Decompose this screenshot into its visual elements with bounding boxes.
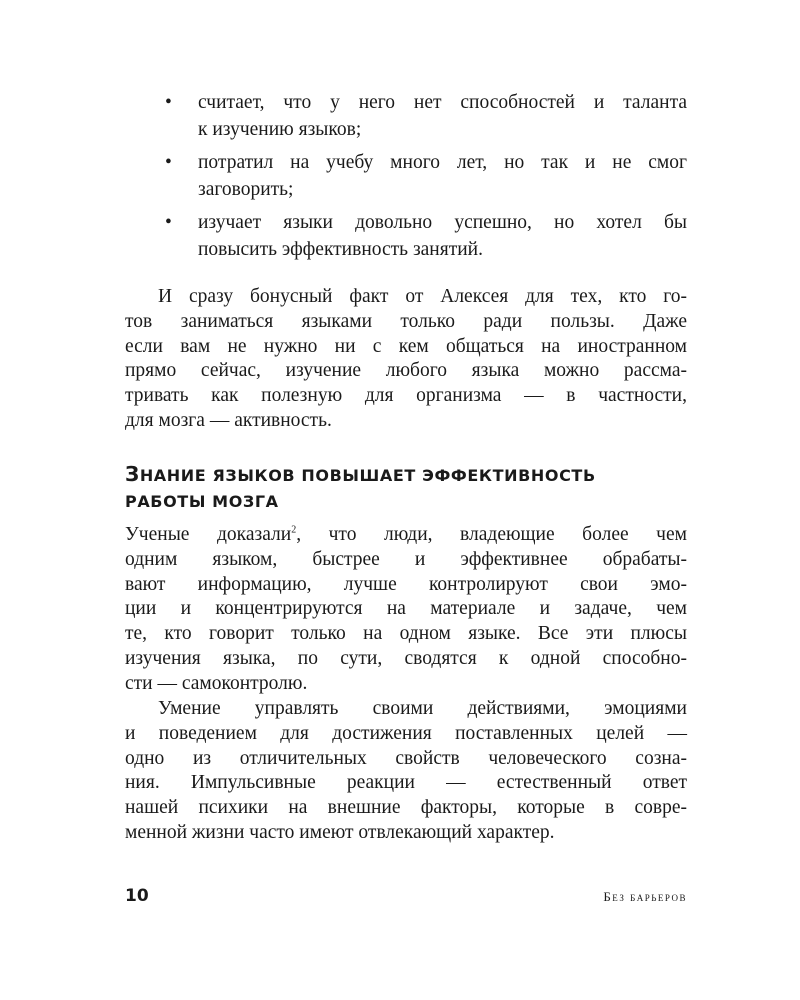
paragraph-self-control	[125, 697, 687, 846]
paragraph-line: одно из отличительных свойств человеческого созна-	[125, 747, 687, 769]
paragraph-line: и поведением для достижения поставленных целей —	[125, 722, 687, 744]
paragraph-line: для мозга — активность.	[125, 409, 332, 431]
text: Ученые доказали	[125, 524, 292, 545]
paragraph-line	[125, 523, 687, 548]
paragraph-line: сти — самоконтролю.	[125, 672, 308, 694]
bullet-item	[125, 90, 687, 143]
bullet-item	[125, 150, 687, 203]
paragraph-line: прямо сейчас, изучение любого языка можно рассма-	[125, 360, 687, 382]
paragraph-bonus-fact	[125, 285, 687, 434]
heading-line-2: РАБОТЫ МОЗГА	[125, 492, 279, 511]
text: , что люди, владеющие более чем	[296, 524, 687, 545]
paragraph-line: менной жизни часто имеют отвлекающий характер.	[125, 821, 555, 843]
paragraph-line: те, кто говорит только на одном языке. Все эти плюсы	[125, 623, 687, 645]
bullet-icon: •	[165, 152, 172, 173]
heading-text: НАНИЕ ЯЗЫКОВ ПОВЫШАЕТ ЭФФЕКТИВНОСТЬ	[139, 466, 596, 485]
paragraph-line: ния. Импульсивные реакции — естественный ответ	[125, 772, 687, 794]
heading-line-1	[125, 461, 687, 489]
paragraph-line: нашей психики на внешние факторы, которые в совре-	[125, 797, 687, 819]
paragraph-line: вают информацию, лучше контролируют свои эмо-	[125, 573, 687, 595]
bullet-item	[125, 210, 687, 263]
bullet-line: изучает языки довольно успешно, но хотел бы	[198, 212, 687, 233]
paragraph-line: одним языком, быстрее и эффективнее обрабаты-	[125, 548, 687, 570]
footnote-ref[interactable]: 2	[291, 524, 297, 536]
paragraph-line: И сразу бонусный факт от Алексея для тех, кто го-	[158, 286, 687, 307]
bullet-icon: •	[165, 92, 172, 113]
paragraph-line: изучения языка, по сути, сводятся к одной способно-	[125, 647, 687, 669]
paragraph-line: Умение управлять своими действиями, эмоциями	[158, 698, 687, 719]
bullet-text	[198, 210, 687, 263]
bullet-text	[198, 150, 687, 203]
page-number: 10	[125, 886, 149, 906]
paragraph-line: тов заниматься языками только ради пользы. Даже	[125, 310, 687, 332]
paragraph-line: тривать как полезную для организма — в частности,	[125, 385, 687, 407]
paragraph-line: ции и концентрируются на материале и задаче, чем	[125, 598, 687, 620]
bullet-line: к изучению языков;	[198, 118, 362, 140]
bullet-line: заговорить;	[198, 178, 294, 200]
bullet-line: повысить эффективность занятий.	[198, 238, 483, 260]
section-heading	[125, 461, 687, 515]
heading-initial: З	[125, 462, 140, 486]
paragraph-line: если вам не нужно ни с кем общаться на иностранном	[125, 335, 687, 357]
running-title: Без барьеров	[603, 889, 687, 904]
bullet-line: считает, что у него нет способностей и таланта	[198, 92, 687, 113]
paragraph-scientists	[125, 523, 687, 697]
bullet-text	[198, 90, 687, 143]
bullet-line: потратил на учебу много лет, но так и не смог	[198, 152, 687, 173]
bullet-icon: •	[165, 212, 172, 233]
